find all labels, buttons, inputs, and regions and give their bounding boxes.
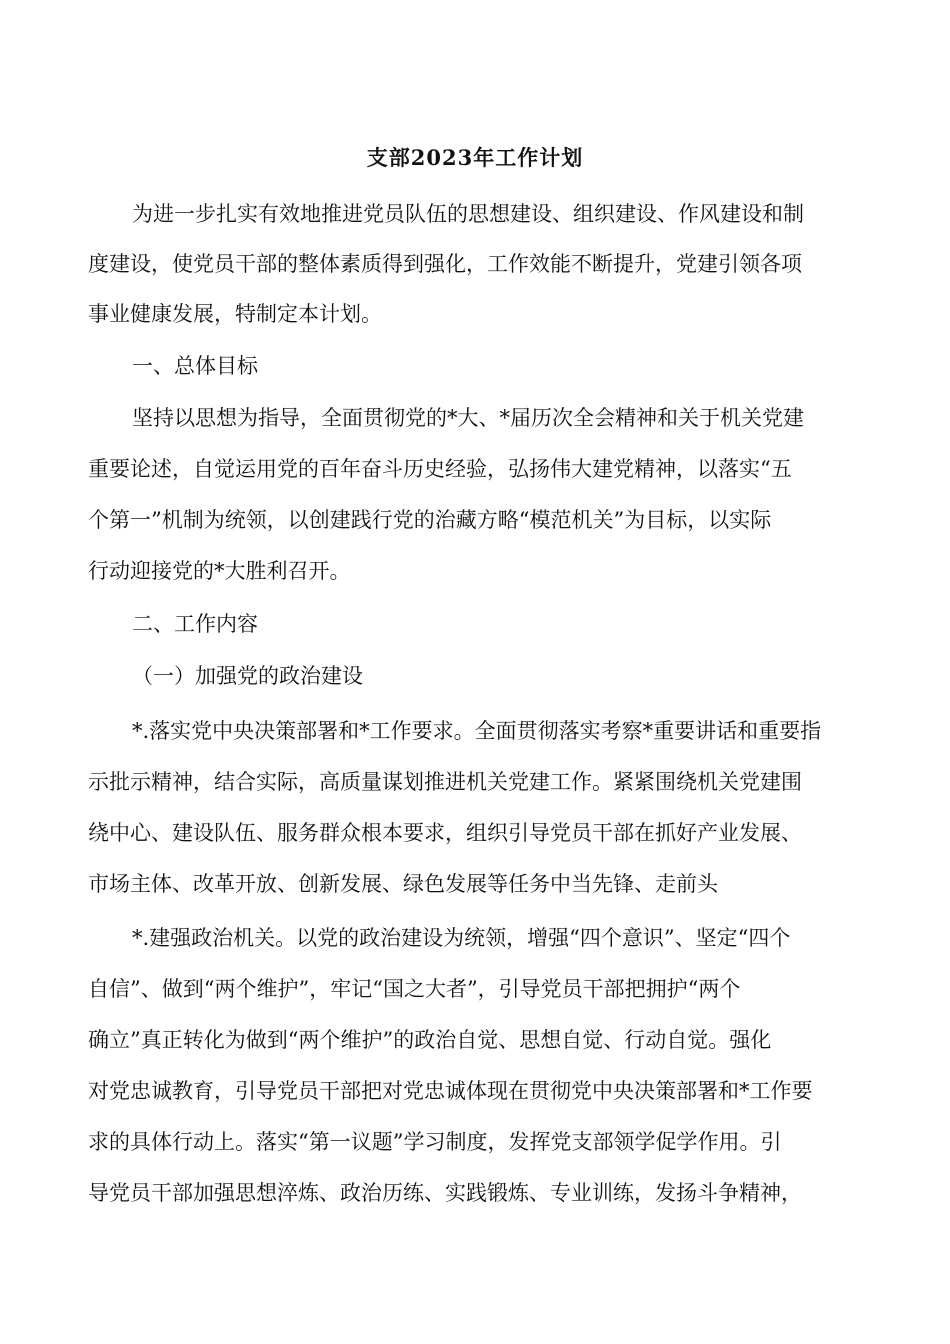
page-title: 支部2023年工作计划 — [366, 145, 584, 170]
item1-line: *.落实党中央决策部署和*工作要求。全面贯彻落实考察*重要讲话和重要指 — [132, 719, 822, 743]
section1-body-line: 行动迎接党的*大胜利召开。 — [88, 559, 351, 583]
item1-line: 市场主体、改革开放、创新发展、绿色发展等任务中当先锋、走前头 — [88, 872, 718, 896]
section-heading-work-content: 二、工作内容 — [132, 612, 258, 636]
intro-line: 为进一步扎实有效地推进党员队伍的思想建设、组织建设、作风建设和制 — [132, 202, 804, 226]
item1-line: 绕中心、建设队伍、服务群众根本要求，组织引导党员干部在抓好产业发展、 — [88, 821, 802, 845]
section1-body-line: 坚持以思想为指导，全面贯彻党的*大、*届历次全会精神和关于机关党建 — [132, 406, 804, 430]
intro-line: 事业健康发展，特制定本计划。 — [88, 302, 382, 326]
intro-line: 度建设，使党员干部的整体素质得到强化，工作效能不断提升，党建引领各项 — [88, 252, 802, 276]
section-heading-overall-goal: 一、总体目标 — [132, 354, 258, 378]
item2-line: 导党员干部加强思想淬炼、政治历练、实践锻炼、专业训练，发扬斗争精神， — [88, 1181, 802, 1205]
item2-line: 求的具体行动上。落实“第一议题”学习制度，发挥党支部领学促学作用。引 — [88, 1130, 782, 1154]
item2-line: 自信”、做到“两个维护”，牢记“国之大者”，引导党员干部把拥护“两个 — [88, 977, 741, 1001]
subsection-heading-political-building: （一）加强党的政治建设 — [132, 664, 363, 688]
item1-line: 示批示精神，结合实际，高质量谋划推进机关党建工作。紧紧围绕机关党建围 — [88, 770, 802, 794]
section1-body-line: 重要论述，自觉运用党的百年奋斗历史经验，弘扬伟大建党精神，以落实“五 — [88, 457, 792, 481]
item2-line: *.建强政治机关。以党的政治建设为统领，增强“四个意识”、坚定“四个 — [132, 926, 791, 950]
item2-line: 对党忠诚教育，引导党员干部把对党忠诚体现在贯彻党中央决策部署和*工作要 — [88, 1079, 813, 1103]
item2-line: 确立”真正转化为做到“两个维护”的政治自觉、思想自觉、行动自觉。强化 — [88, 1028, 772, 1052]
section1-body-line: 个第一”机制为统领，以创建践行党的治藏方略“模范机关”为目标，以实际 — [88, 508, 772, 532]
